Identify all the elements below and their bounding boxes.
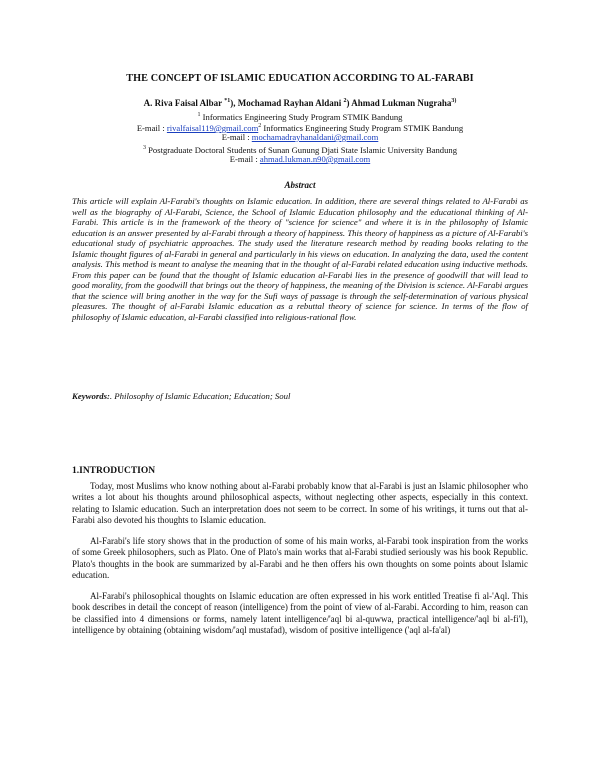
- affiliation-1-text: Informatics Engineering Study Program STMIK Bandung: [200, 111, 403, 122]
- introduction-paragraph-3: Al-Farabi's philosophical thoughts on Islamic education are often expressed in his work entitled Treatise fi al-'Aql. This book describes in detail the concept of reason (intelligence) from the point of view of al-Farabi. According to him, reason can be classified into 4 dimensions or forms, namely latent intelligence/'aql bi al-quwwa, practical intelligence/'aql bi al-fi'l), intelligence by obtaining (obtaining wisdom/'aql mustafad), wisdom of positive intelligence ('aql al-fa'al): [72, 591, 528, 636]
- email-link-1[interactable]: rivalfaisal119@gmail.com: [166, 122, 259, 133]
- affiliation-3-marker: 3: [143, 145, 146, 151]
- abstract-text: This article will explain Al-Farabi's thoughts on Islamic education. In addition, there are several things related to Al-Farabi as well as the biography of Al-Farabi, Science, the School of Islamic Education philosophy and the educational thinking of Al-Farabi. This article is in the framework of the theory of "science for science" and where it is in the philosophy of Islamic education is an answer presented by al-Farabi through a theory of happiness. This theory of happiness as a picture of Al-Farabi's educational study of psychiatric approaches. The study used the literature research method by reading books relating to the Islamic thought figures of al-Farabi in general and particularly in his views on education. In analyzing the data, used the content analysis. This method is meant to analyse the meaning that in the thought of al-Farabi related education using inductive methods. From this paper can be found that the thought of Islamic education al-Farabi lies in the presence of goodwill that will lead to good morality, from the goodwill that brings out the theory of happiness, the meaning of the Division is science. Al-Farabi argues that the science will bring another in the way for the Sufi ways of passage is through the self-determination of various physical pleasures. The thought of al-Farabi Islamic education as a rebuttal theory of science for science. In terms of the flow of philosophy of Islamic education, al-Farabi classified into religious-rational flow.: [72, 196, 528, 323]
- email-label: E-mail :: [136, 122, 167, 133]
- keywords-line: [72, 391, 528, 401]
- introduction-paragraph-1: Today, most Muslims who know nothing about al-Farabi probably know that al-Farabi is just an Islamic philosopher who writes a lot about his thoughts around philosophical aspects, without neglecting other aspects, especially in this context. relating to Islamic education. Such an interpretation does not seem to be correct. In some of his writings, it turns out that al-Farabi also devoted his thoughts to Islamic education.: [72, 481, 528, 526]
- affiliation-2-marker: 2: [258, 123, 262, 129]
- author-1-marker: *1: [224, 98, 231, 104]
- author-2-marker: 2: [343, 98, 347, 104]
- author-1: A. Riva Faisal Albar: [143, 98, 222, 108]
- affiliation-2-text: Informatics Engineering Study Program STMIK Bandung: [261, 122, 464, 133]
- email-line-2: [0, 132, 600, 142]
- email-link-3[interactable]: ahmad.lukman.n90@gmail.com: [259, 154, 371, 164]
- abstract-heading: Abstract: [284, 180, 316, 190]
- affiliation-1-marker: 1: [197, 112, 201, 118]
- introduction-paragraph-2: Al-Farabi's life story shows that in the production of some of his main works, al-Farabi took inspiration from the works of some Greek philosophers, such as Plato. One of Plato's main works that al-Farabi studied seriously was his book Republic. Plato's thoughts in the book are summarized by al-Farabi and he then offers his own thoughts on some points about Islamic education.: [72, 536, 528, 581]
- email-label: E-mail :: [221, 132, 252, 142]
- keywords-label: Keywords:: [72, 391, 110, 401]
- keywords-text: . Philosophy of Islamic Education; Education; Soul: [109, 391, 291, 401]
- affiliation-3-text: Postgraduate Doctoral Students of Sunan Gunung Djati State Islamic University Bandung: [146, 144, 457, 155]
- email-link-2[interactable]: mochamadrayhanaldani@gmail.com: [251, 132, 379, 142]
- section-heading-introduction: 1.INTRODUCTION: [72, 466, 156, 476]
- author-list: [0, 98, 600, 108]
- paper-title: THE CONCEPT OF ISLAMIC EDUCATION ACCORDING TO AL-FARABI: [126, 73, 474, 84]
- author-3-marker: 3): [451, 98, 457, 104]
- author-2: Mochamad Rayhan Aldani: [237, 98, 342, 108]
- email-label: E-mail :: [229, 154, 260, 164]
- author-separator: ): [346, 98, 352, 108]
- author-3: Ahmad Lukman Nugraha: [351, 98, 452, 108]
- email-line-3: [0, 154, 600, 164]
- author-separator: ),: [230, 98, 238, 108]
